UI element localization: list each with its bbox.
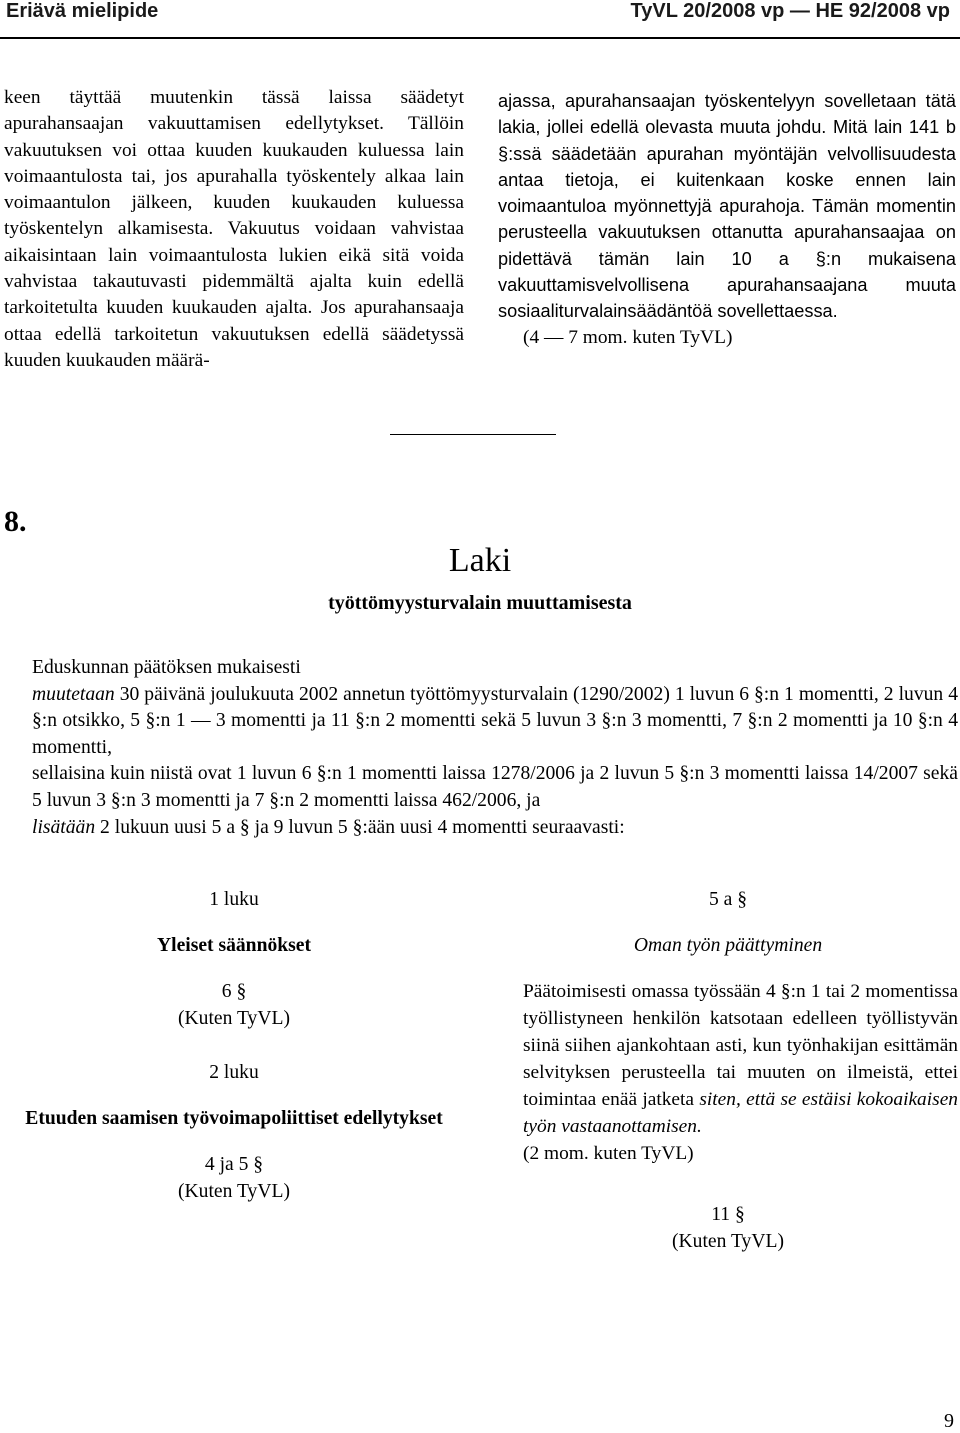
header-right-reference: TyVL 20/2008 vp — HE 92/2008 vp: [630, 0, 950, 22]
section-6-reference: (Kuten TyVL): [178, 1008, 290, 1029]
section-5a-italic-text: siten, että se estäisi kokoaikaisen työn vastaanottamisen.: [523, 1089, 958, 1137]
law-title: Laki: [448, 542, 512, 579]
amendment-verb: muutetaan: [32, 683, 115, 705]
section-5a-paragraph: [498, 978, 958, 1140]
section-5a-reference: (2 mom. kuten TyVL): [523, 1143, 694, 1164]
amendment-paragraph: [4, 682, 958, 762]
section-4-5-heading: 4 ja 5 §: [204, 1154, 264, 1175]
chapter-2-title: Etuuden saamisen työvoimapoliittiset edellytykset: [25, 1108, 443, 1129]
chapter-2-heading: 2 luku: [209, 1062, 259, 1083]
chapter-1-heading: 1 luku: [209, 889, 259, 910]
enactment-formula: Eduskunnan päätöksen mukaisesti: [32, 657, 301, 678]
law-number: 8.: [4, 505, 27, 538]
left-sections: [4, 886, 464, 1205]
law-subtitle: työttömyysturvalain muuttamisesta: [328, 592, 632, 614]
section-11-heading: 11 §: [711, 1204, 745, 1225]
chapter-1-title: Yleiset säännökset: [156, 935, 312, 956]
section-5a-title: Oman työn päättyminen: [633, 935, 823, 956]
right-column-text: ajassa, apurahansaajan työskentelyyn sovelletaan tätä lakia, jollei edellä olevasta muuta johdu. Mitä lain 141 b §:ssä säädetään apurahan myöntäjän velvollisuudesta antaa tietoja, ei kuitenkaan koske ennen lain voimaantuloa myönnettyjä apurahoja. Tämän momentin perusteella vakuutuksen ottanutta apurahansaajaa on pidettävä tämän lain 10 a §:n mukaisena vakuuttamisvelvollisena apurahansaajana muuta sosiaaliturvalainsäädäntöä sovellettaessa.: [498, 91, 956, 322]
addition-paragraph: [4, 815, 958, 842]
section-5a-heading: 5 a §: [708, 889, 748, 910]
right-sections: [498, 886, 958, 1255]
right-column: [498, 88, 956, 351]
addition-text: 2 lukuun uusi 5 a § ja 9 luvun 5 §:ään uusi 4 momentti seuraavasti:: [95, 816, 625, 838]
amendment-text: 30 päivänä joulukuuta 2002 annetun työttömyysturvalain (1290/2002) 1 luvun 6 §:n 1 momentti, 2 luvun 4 §:n otsikko, 5 §:n 1 — 3 momentti ja 11 §:n 2 momentti sekä 5 luvun 3 §:n 3 momentti, 7 §:n 2 momentti ja 10 §:n 4 momentti,: [32, 683, 958, 758]
section-4-5-reference: (Kuten TyVL): [178, 1181, 290, 1202]
header-rule: [0, 37, 960, 39]
header-left-title: Eriävä mielipide: [6, 0, 159, 22]
left-column-text: keen täyttää muutenkin tässä laissa säädetyt apurahansaajan vakuuttamisen edellytykset. Tällöin vakuutuksen voi ottaa kuuden kuukauden kuluessa lain voimaantulosta tai, jos apurahalla työskentely alkaa lain voimaantulon jälkeen, kuuden kuukauden kuluessa työskentelyn alkamisesta. Vakuutus voidaan vahvistaa aikaisintaan lain voimaantulosta lukien eikä sitä voida vahvistaa takautuvasti pidemmältä ajalta kuin edellä tarkoitetulta kuuden kuukauden ajalta. Jos apurahansaaja ottaa edellä tarkoitetun vakuutuksen edellä säädetyssä kuuden kuukauden määrä-: [4, 87, 464, 371]
page-number: 9: [944, 1410, 954, 1432]
as-amended-paragraph: sellaisina kuin niistä ovat 1 luvun 6 §:n 1 momentti laissa 1278/2006 ja 2 luvun 5 §:n 3 momentti laissa 14/2007 sekä 5 luvun 3 §:n 3 momentti ja 7 §:n 2 momentti laissa 462/2006, ja: [32, 763, 958, 811]
enactment-clause: [4, 655, 958, 841]
right-column-reference: (4 — 7 mom. kuten TyVL): [523, 326, 733, 348]
section-5a-text: Päätoimisesti omassa työssään 4 §:n 1 tai 2 momentissa työllistyneen henkilön katsotaan edelleen työllistyvän siinä siihen ajankohtaan asti, kun työnhakijan esittämän selvityksen perusteella tai muuten on ilmeistä, ettei toimintaa enää jatketa: [523, 981, 958, 1110]
section-separator: [390, 434, 556, 435]
section-5a-body: [498, 978, 958, 1167]
section-6-heading: 6 §: [221, 981, 247, 1002]
section-11-reference: (Kuten TyVL): [672, 1231, 784, 1252]
addition-verb: lisätään: [32, 816, 96, 838]
